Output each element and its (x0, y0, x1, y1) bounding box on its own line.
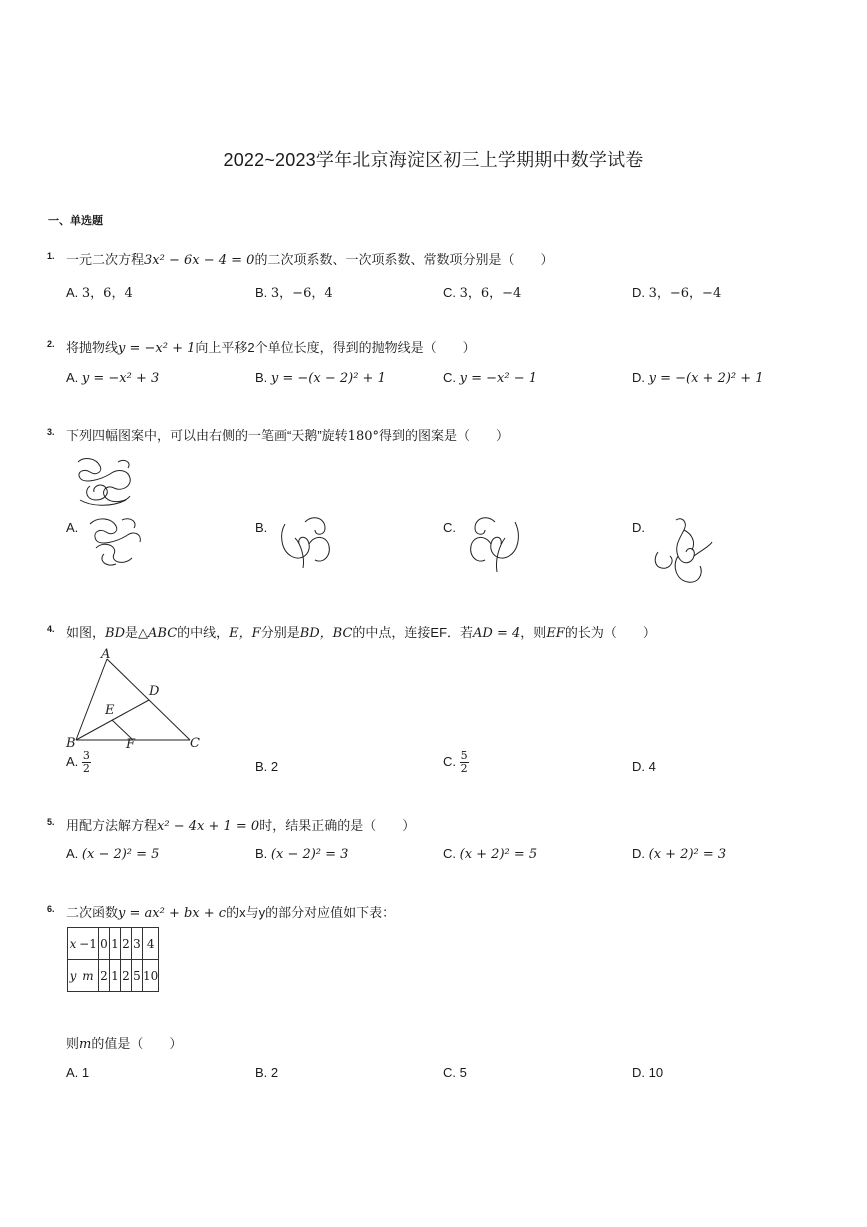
question-1-text (66, 249, 553, 268)
table-row (68, 960, 159, 992)
option-b[interactable]: B. y = −(x − 2)² + 1 (255, 370, 386, 386)
table-cell: y (68, 960, 79, 992)
point-label-e: E (105, 703, 115, 718)
question-number: 2. (47, 339, 55, 349)
question-number: 4. (47, 624, 55, 634)
table-cell: 5 (132, 960, 143, 992)
option-d[interactable]: D. 3，−6，−4 (632, 285, 722, 301)
option-c[interactable]: C. 3，6，−4 (443, 285, 522, 301)
option-c[interactable]: C. $\frac{5}{2}$ (443, 749, 468, 775)
table-cell: 0 (99, 928, 110, 960)
table-row (68, 928, 159, 960)
point-label-f: F (126, 737, 136, 752)
option-b[interactable]: B. (x − 2)² = 3 (255, 846, 349, 862)
option-a[interactable]: A. (x − 2)² = 5 (66, 846, 160, 862)
value-table (67, 927, 159, 992)
question-number: 3. (47, 427, 55, 437)
question-text: 的二次项系数、一次项系数、常数项分别是（ ） (254, 252, 554, 267)
table-cell: 1 (110, 960, 121, 992)
table-cell: −1 (78, 928, 99, 960)
option-a[interactable]: A. 1 (66, 1065, 90, 1080)
option-c[interactable]: C. (x + 2)² = 5 (443, 846, 538, 862)
swan-reference-figure (70, 456, 140, 508)
option-b[interactable]: B. 2 (255, 759, 279, 774)
option-a[interactable]: A. y = −x² + 3 (66, 370, 160, 386)
triangle-figure (64, 646, 214, 752)
option-d[interactable]: D. (632, 520, 645, 535)
question-6-text: 二次函数y = ax² + bx + c的x与y的部分对应值如下表： (66, 905, 396, 921)
table-cell: x (68, 928, 79, 960)
question-2-text: 将抛物线y = −x² + 1向上平移2个单位长度，得到的抛物线是（ ） (66, 340, 476, 356)
option-b[interactable]: B. (255, 520, 268, 535)
section-heading: 一、单选题 (48, 215, 103, 227)
page-title: 2022~2023学年北京海淀区初三上学期期中数学试卷 (223, 150, 644, 170)
question-number: 1. (47, 251, 55, 261)
option-a[interactable]: A. (66, 520, 79, 535)
option-b[interactable]: B. 2 (255, 1065, 279, 1080)
table-cell: 10 (143, 960, 159, 992)
table-cell: 3 (132, 928, 143, 960)
side-ac (107, 659, 190, 740)
option-a[interactable]: A. 3，6，4 (66, 285, 133, 301)
option-d[interactable]: D. 4 (632, 759, 656, 774)
question-number: 5. (47, 817, 55, 827)
option-c[interactable]: C. (443, 520, 456, 535)
table-cell: 2 (121, 960, 132, 992)
question-6-ask: 则m的值是（ ） (66, 1036, 183, 1052)
question-4-text: 如图，BD是△ABC的中线，E，F分别是BD，BC的中点，连接EF．若AD = 4，则EF的长为（ ） (66, 625, 656, 641)
table-cell: 1 (110, 928, 121, 960)
option-d[interactable]: D. 10 (632, 1065, 664, 1080)
table-cell: m (78, 960, 99, 992)
swan-option-c-figure[interactable] (465, 514, 525, 572)
question-3-text: 下列四幅图案中，可以由右侧的一笔画“天鹅”旋转180°得到的图案是（ ） (66, 428, 510, 444)
math-expression: y = ax² + bx + c (118, 906, 227, 921)
table-cell: 2 (99, 960, 110, 992)
vertex-label-c: C (190, 736, 200, 751)
math-expression: 3x² − 6x − 4 = 0 (144, 253, 255, 268)
point-label-d: D (149, 684, 160, 699)
table-cell: 2 (121, 928, 132, 960)
question-number: 6. (47, 904, 55, 914)
swan-option-a-figure[interactable] (84, 514, 144, 568)
option-d[interactable]: D. (x + 2)² = 3 (632, 846, 727, 862)
vertex-label-a: A (101, 647, 111, 662)
vertex-label-b: B (66, 736, 76, 751)
question-5-text: 用配方法解方程x² − 4x + 1 = 0时，结果正确的是（ ） (66, 818, 416, 834)
option-d[interactable]: D. y = −(x + 2)² + 1 (632, 370, 764, 386)
table-cell: 4 (143, 928, 159, 960)
math-expression: x² − 4x + 1 = 0 (157, 819, 260, 834)
option-c[interactable]: C. y = −x² − 1 (443, 370, 537, 386)
math-expression: 180° (347, 429, 379, 444)
math-expression: y = −x² + 1 (118, 341, 196, 356)
swan-option-d-figure[interactable] (652, 516, 714, 586)
side-ab (76, 659, 107, 740)
swan-option-b-figure[interactable] (275, 514, 335, 568)
option-b[interactable]: B. 3，−6，4 (255, 285, 333, 301)
option-c[interactable]: C. 5 (443, 1065, 467, 1080)
question-text: 一元二次方程 (66, 252, 145, 267)
option-a[interactable]: A. $\frac{3}{2}$ (66, 749, 90, 775)
